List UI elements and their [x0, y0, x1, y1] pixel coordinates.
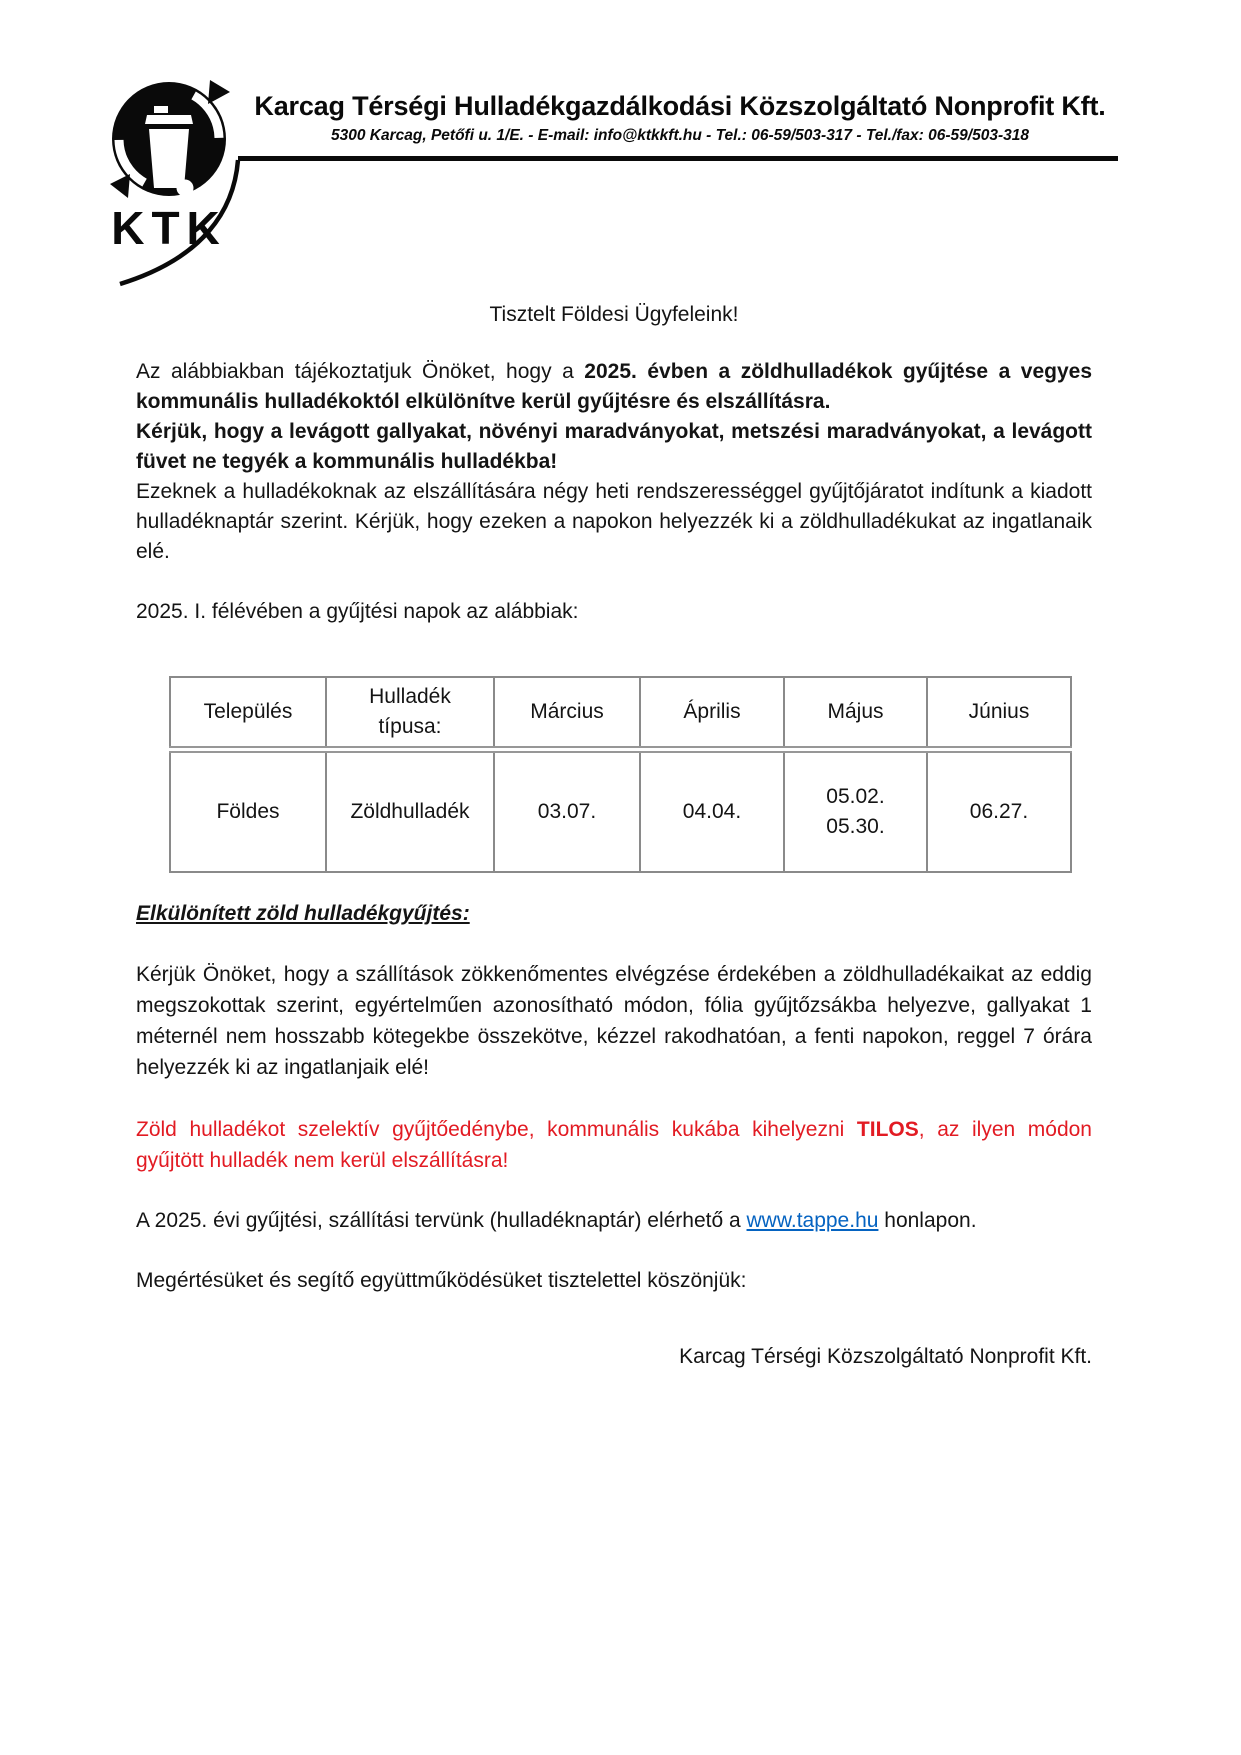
- text-run: , az ilyen módon gyűjtött hulladék nem kerül elszállításra!: [136, 1118, 1092, 1172]
- signature-line: Karcag Térségi Közszolgáltató Nonprofit Kft.: [679, 1345, 1092, 1368]
- cell-may-dates: [784, 749, 927, 872]
- text-run: honlapon.: [878, 1209, 977, 1232]
- may-date-1: 05.02.: [826, 784, 885, 808]
- table-header-april: Április: [640, 677, 784, 749]
- collection-days-intro: 2025. I. félévében a gyűjtési napok az alábbiak:: [136, 600, 579, 623]
- collection-schedule-table: [169, 676, 1072, 873]
- table-header-settlement: Település: [170, 677, 326, 749]
- text-run: Kérjük Önöket, hogy a szállítások zökkenőmentes elvégzése érdekében a zöldhulladékaikat az eddig megszokottak szerint, egyértelműen azonosítható módon, fólia gyűjtőzsákba helyezve, gallyakat 1 méternél nem hosszabb kötegekbe összekötve, kézzel rakodhatóan, a fenti napokon, reggel 7 órára helyezzék ki az ingatlanjaik elé!: [136, 963, 1092, 1079]
- logo-text: KTK: [111, 202, 227, 250]
- cell-march-date: 03.07.: [494, 749, 640, 872]
- greeting-line: Tisztelt Földesi Ügyfeleink!: [489, 303, 739, 326]
- thanks-line: Megértésüket és segítő együttműködésüket tisztelettel köszönjük:: [136, 1269, 747, 1292]
- calendar-link-paragraph: [136, 1206, 1092, 1236]
- cell-april-date: 04.04.: [640, 749, 784, 872]
- table-header-row: [170, 677, 1071, 749]
- table-header-june: Június: [927, 677, 1071, 749]
- text-run: TILOS: [856, 1118, 919, 1141]
- document-body: [136, 300, 1092, 1372]
- header-rule: [238, 156, 1118, 161]
- cell-june-date: 06.27.: [927, 749, 1071, 872]
- company-contact-line: 5300 Karcag, Petőfi u. 1/E. - E-mail: info@ktkkft.hu - Tel.: 06-59/503-317 - Tel./fax: 06-59/503-318: [331, 127, 1029, 144]
- cell-settlement: Földes: [170, 749, 326, 872]
- intro-paragraph-2: [136, 417, 1092, 477]
- table-row: [170, 749, 1071, 872]
- intro-paragraph-3: [136, 477, 1092, 567]
- may-date-2: 05.30.: [826, 814, 885, 838]
- table-header-waste-type: Hulladék típusa:: [326, 677, 494, 749]
- table-header-may: Május: [784, 677, 927, 749]
- text-run: A 2025. évi gyűjtési, szállítási tervünk (hulladéknaptár) elérhető a: [136, 1209, 747, 1232]
- text-run: Ezeknek a hulladékoknak az elszállítására négy heti rendszerességgel gyűjtőjáratot indítunk a kiadott hulladéknaptár szerint. Kérjük, hogy ezeken a napokon helyezzék ki a zöldhulladékukat az ingatlanaik elé.: [136, 480, 1092, 563]
- warning-paragraph: [136, 1114, 1092, 1176]
- cell-waste-type: Zöldhulladék: [326, 749, 494, 872]
- text-run: 2025. évben a zöldhulladékok gyűjtése a vegyes kommunális hulladékoktól elkülönítve kerül gyűjtésre és elszállításra.: [136, 360, 1093, 413]
- table-header-march: Március: [494, 677, 640, 749]
- section-heading-separate-green-collection: Elkülönített zöld hulladékgyűjtés:: [136, 902, 470, 925]
- tappe-hu-link[interactable]: www.tappe.hu: [746, 1209, 879, 1232]
- text-run: Kérjük, hogy a levágott gallyakat, növényi maradványokat, metszési maradványokat, a levágott füvet ne tegyék a kommunális hulladékba!: [136, 420, 1092, 473]
- intro-paragraph-1: [136, 357, 1092, 417]
- text-run: Az alábbiakban tájékoztatjuk Önöket, hogy a: [136, 360, 585, 383]
- text-run: Zöld hulladékot szelektív gyűjtőedénybe, kommunális kukába kihelyezni: [136, 1118, 857, 1141]
- instructions-paragraph: [136, 959, 1092, 1083]
- company-name: Karcag Térségi Hulladékgazdálkodási Közszolgáltató Nonprofit Kft.: [254, 91, 1106, 121]
- header-swoosh-curve: [112, 158, 244, 290]
